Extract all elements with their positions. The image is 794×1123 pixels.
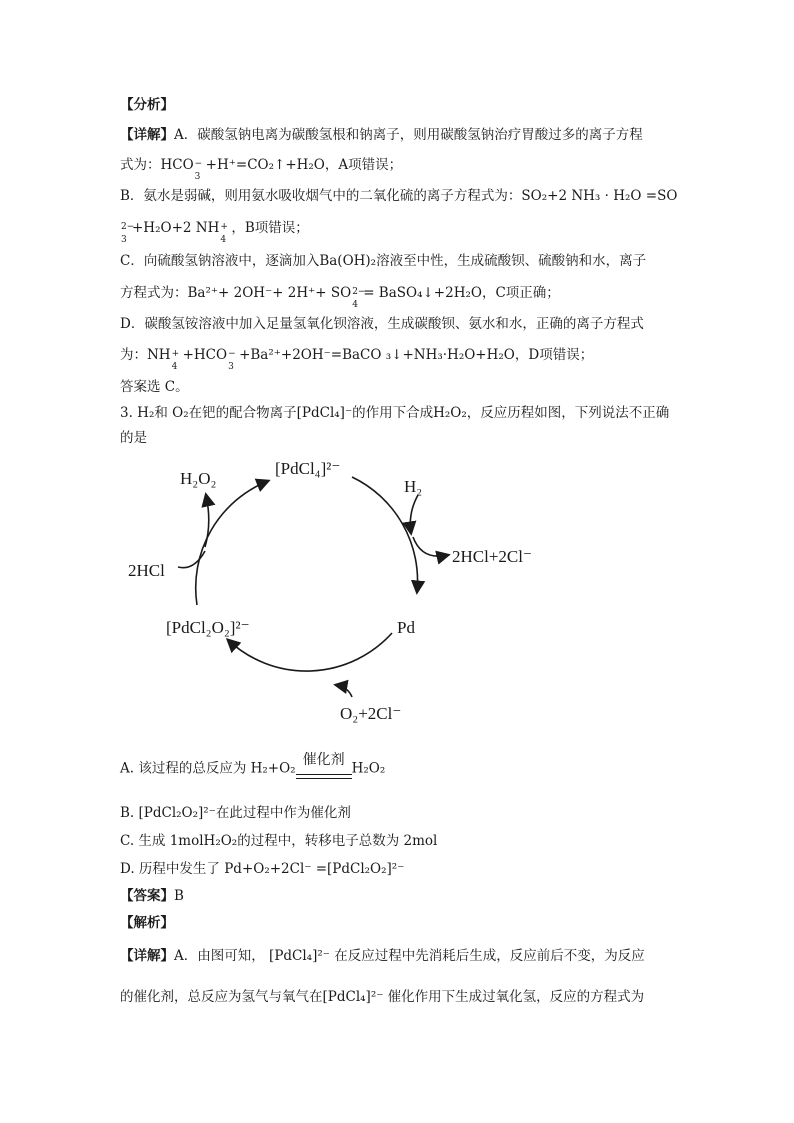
analysis-heading: 【分析】 (120, 97, 174, 113)
answer-value: B (174, 888, 184, 904)
o2-in-arrow (336, 685, 352, 697)
analysis-line-c1: C．向硫酸氢钠溶液中，逐滴加入Ba(OH)₂溶液至中性，生成硫酸钡、硫酸钠和水，离子 (120, 253, 647, 269)
answer-line (120, 886, 184, 906)
cycle-arc-bottom (228, 633, 392, 671)
text: 的催化剂，总反应为氢气与氧气在 (120, 989, 323, 1005)
text: 在反应过程中先消耗后生成，反应前后不变，为反应 (334, 948, 645, 964)
analysis-line-d2 (120, 345, 594, 372)
ion-nh4-2: + 4 (171, 348, 180, 372)
h2-in-arrow (410, 495, 418, 533)
detail-tag: 【详解】 (120, 948, 174, 964)
text: +H⁺=CO₂↑+H₂O，A项错误； (205, 157, 403, 173)
ion-so3: 2− 3 (121, 221, 135, 245)
solution-line2 (120, 987, 644, 1007)
hcl-out-arrow (413, 537, 448, 556)
text: +H₂O+2 NH (132, 220, 220, 236)
analysis-answer-line: 答案选 C。 (120, 379, 189, 395)
ion-hco3-2: − 3 (228, 348, 236, 372)
label-h2: H₂ (404, 477, 423, 496)
analysis-line-b1: B．氨水是弱碱，则用氨水吸收烟气中的二氧化硫的离子方程式为：SO₂+2 NH₃ · H₂O =SO (120, 188, 678, 204)
answer-tag: 【答案】 (120, 888, 174, 904)
option-b: B. [PdCl₂O₂]²⁻在此过程中作为催化剂 (120, 805, 351, 821)
question-stem-line1: 3. H₂和 O₂在钯的配合物离子[PdCl₄]⁻的作用下合成H₂O₂，反应历程如图，下列说法不正确 (120, 405, 670, 421)
label-2hcl: 2HCl (128, 561, 165, 580)
label-h2o2: H₂O₂ (180, 469, 217, 488)
catalyst-condition: 催化剂 (296, 754, 352, 784)
label-2hcl-2cl: 2HCl+2Cl⁻ (452, 547, 532, 566)
formula: [PdCl₄]²⁻ (269, 948, 330, 964)
text: 式为：HCO (120, 157, 194, 173)
label-pd: Pd (397, 618, 415, 637)
text: +HCO (182, 347, 228, 363)
question-stem-line2: 的是 (120, 430, 147, 446)
ion-hco3: − 3 (194, 158, 203, 182)
label-pdcl4: [PdCl₄]²⁻ (275, 459, 341, 478)
ion-so4: 2− 4 (352, 286, 366, 310)
analysis-line-c2 (120, 283, 560, 310)
text: A．由图可知， (174, 948, 265, 964)
text: 方程式为：Ba²⁺+ 2OH⁻+ 2H⁺+ SO (120, 285, 352, 301)
option-a (120, 754, 385, 784)
text: = BaSO₄↓+2H₂O，C项正确； (363, 285, 560, 301)
option-d: D. 历程中发生了 Pd+O₂+2Cl⁻ =[PdCl₂O₂]²⁻ (120, 861, 405, 877)
analysis-line-d1: D．碳酸氢铵溶液中加入足量氢氧化钡溶液，生成碳酸钡、氨水和水，正确的离子方程式 (120, 316, 644, 332)
analysis-line-a1 (120, 125, 643, 145)
text: A．碳酸氢钠电离为碳酸氢根和钠离子，则用碳酸氢钠治疗胃酸过多的离子方程 (174, 127, 643, 143)
solution-heading: 【解析】 (120, 915, 174, 931)
formula: [PdCl₄]²⁻ (322, 989, 384, 1005)
ion-nh4: + 4 (220, 221, 228, 245)
solution-line1 (120, 946, 645, 966)
text: A. 该过程的总反应为 H₂+O₂ (120, 760, 296, 777)
text: +Ba²⁺+2OH⁻=BaCO ₃↓+NH₃·H₂O+H₂O，D项错误； (239, 347, 594, 363)
option-c: C. 生成 1molH₂O₂的过程中，转移电子总数为 2mol (120, 833, 438, 849)
label-pdcl2o2: [PdCl₂O₂]²⁻ (166, 618, 250, 637)
reaction-cycle-diagram (0, 455, 794, 755)
text: H₂O₂ (351, 760, 386, 777)
detail-tag: 【详解】 (120, 127, 174, 143)
label-o2-2cl: O₂+2Cl⁻ (340, 704, 402, 723)
text: 催化作用下生成过氧化氢，反应的方程式为 (387, 989, 645, 1005)
analysis-line-a2 (120, 155, 403, 182)
analysis-line-b2 (120, 218, 309, 245)
text: ，B项错误； (231, 220, 309, 236)
text: 为：NH (120, 347, 171, 363)
